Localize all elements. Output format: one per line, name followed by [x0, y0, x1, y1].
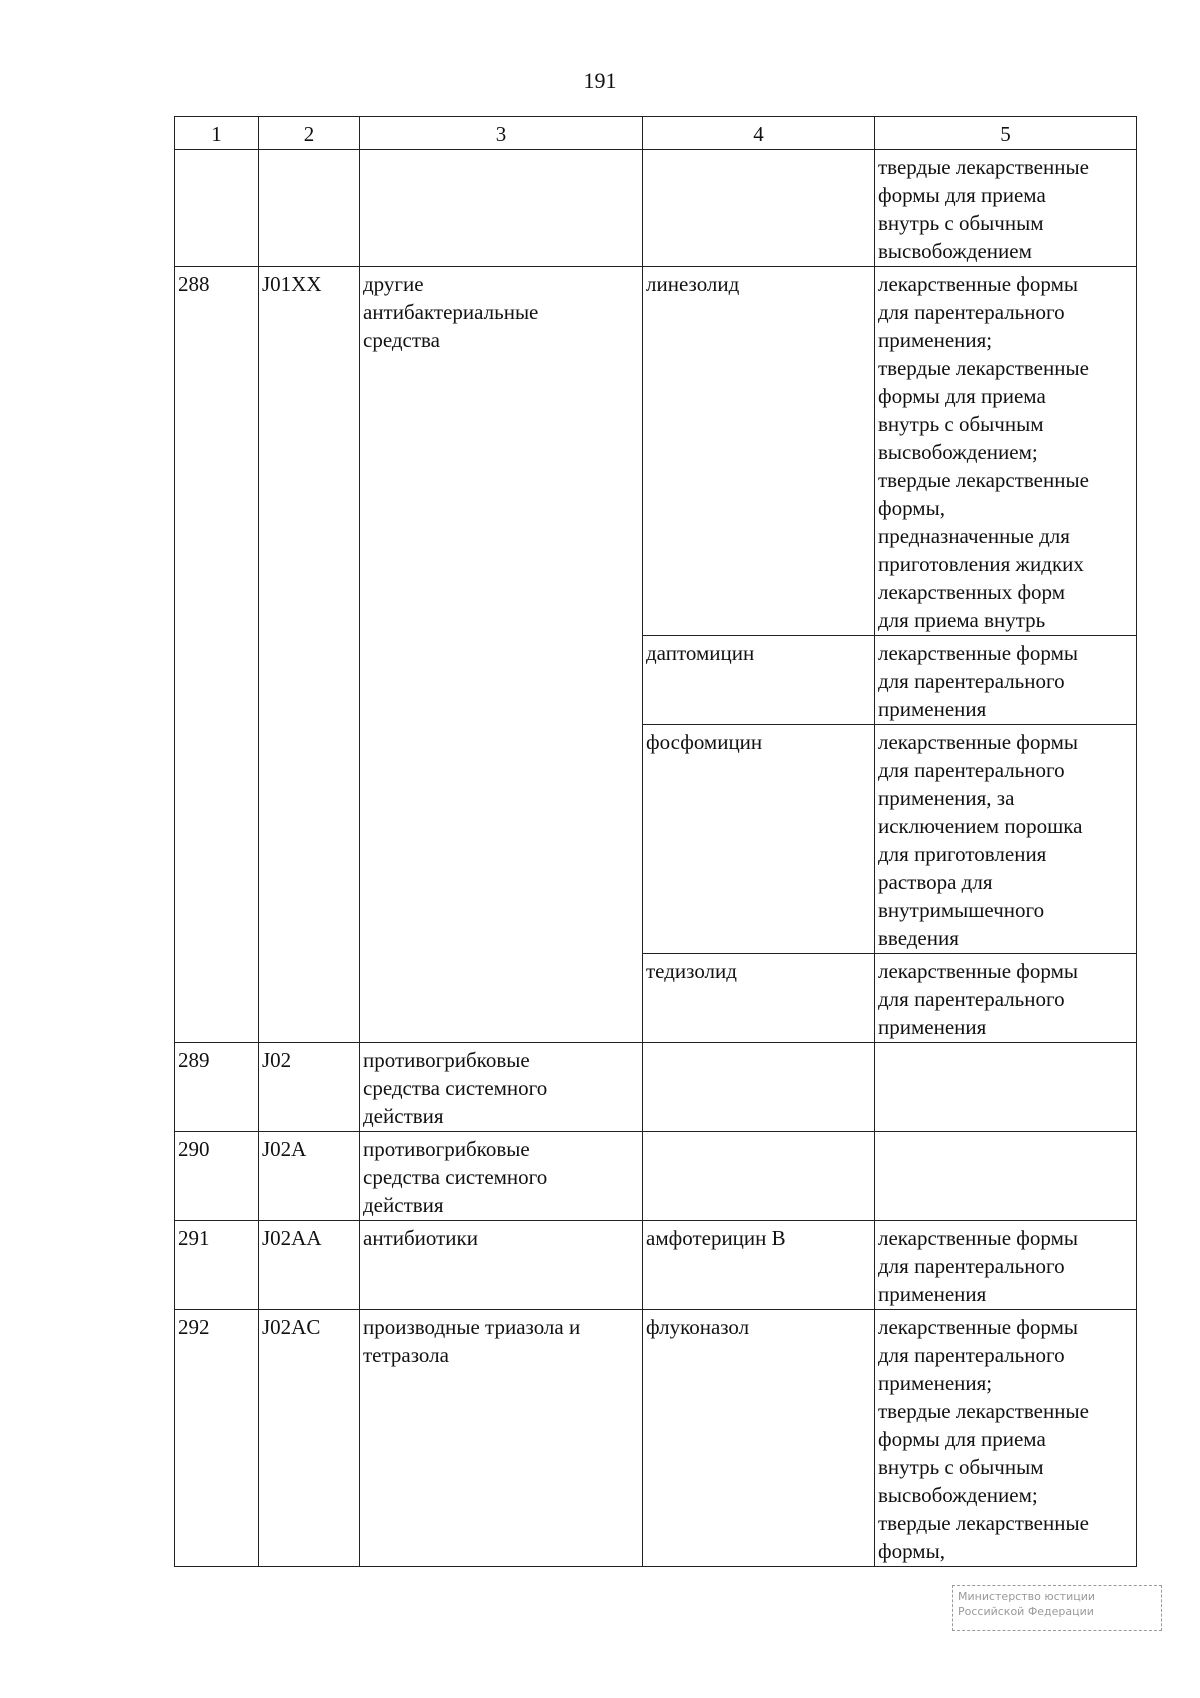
column-header: 2 [259, 117, 360, 150]
group-name-cell [360, 150, 643, 267]
row-number-cell: 291 [175, 1221, 259, 1310]
table-row [175, 1221, 1137, 1310]
row-number-cell: 292 [175, 1310, 259, 1567]
atc-code-cell: J02A [259, 1132, 360, 1221]
drug-name-cell: флуконазол [643, 1310, 875, 1567]
dosage-form-cell: лекарственные формы для парентерального применения [875, 1221, 1137, 1310]
table-row [175, 1310, 1137, 1567]
row-number-cell [175, 150, 259, 267]
drug-name-cell [643, 1132, 875, 1221]
drug-name-cell: даптомицин [643, 636, 875, 725]
drug-name-cell [643, 1043, 875, 1132]
group-name-cell: противогрибковые средства системного действия [360, 1132, 643, 1221]
atc-code-cell: J01XX [259, 267, 360, 1043]
dosage-form-cell: лекарственные формы для парентерального применения; твердые лекарственные формы для приема внутрь с обычным высвобождением; твердые лекарственные формы, предназначенные для приготовления жидких лекарственных форм для приема внутрь [875, 267, 1137, 636]
stamp-line: Российской Федерации [958, 1605, 1094, 1618]
drug-name-cell: тедизолид [643, 954, 875, 1043]
dosage-form-cell: твердые лекарственные формы для приема внутрь с обычным высвобождением [875, 150, 1137, 267]
group-name-cell: другие антибактериальные средства [360, 267, 643, 1043]
dosage-form-cell: лекарственные формы для парентерального применения, за исключением порошка для приготовления раствора для внутримышечного введения [875, 725, 1137, 954]
column-header: 1 [175, 117, 259, 150]
group-name-cell: производные триазола и тетразола [360, 1310, 643, 1567]
table-header-row [175, 117, 1137, 150]
dosage-form-cell [875, 1132, 1137, 1221]
stamp-line: Министерство юстиции [958, 1590, 1096, 1603]
table-row [175, 1132, 1137, 1221]
drug-name-cell: фосфомицин [643, 725, 875, 954]
column-header: 4 [643, 117, 875, 150]
row-number-cell: 290 [175, 1132, 259, 1221]
atc-code-cell: J02AC [259, 1310, 360, 1567]
row-number-cell: 289 [175, 1043, 259, 1132]
page-number: 191 [583, 68, 617, 93]
table-row [175, 267, 1137, 636]
column-header: 3 [360, 117, 643, 150]
dosage-form-cell [875, 1043, 1137, 1132]
drug-list-table [174, 116, 1137, 1567]
drug-name-cell: амфотерицин В [643, 1221, 875, 1310]
atc-code-cell: J02 [259, 1043, 360, 1132]
dosage-form-cell: лекарственные формы для парентерального применения; твердые лекарственные формы для приема внутрь с обычным высвобождением; твердые лекарственные формы, [875, 1310, 1137, 1567]
row-number-cell: 288 [175, 267, 259, 1043]
table-row [175, 1043, 1137, 1132]
dosage-form-cell: лекарственные формы для парентерального применения [875, 954, 1137, 1043]
group-name-cell: противогрибковые средства системного действия [360, 1043, 643, 1132]
atc-code-cell: J02AA [259, 1221, 360, 1310]
drug-name-cell: линезолид [643, 267, 875, 636]
dosage-form-cell: лекарственные формы для парентерального применения [875, 636, 1137, 725]
table-row [175, 150, 1137, 267]
registration-stamp [952, 1585, 1162, 1631]
drug-name-cell [643, 150, 875, 267]
column-header: 5 [875, 117, 1137, 150]
atc-code-cell [259, 150, 360, 267]
group-name-cell: антибиотики [360, 1221, 643, 1310]
